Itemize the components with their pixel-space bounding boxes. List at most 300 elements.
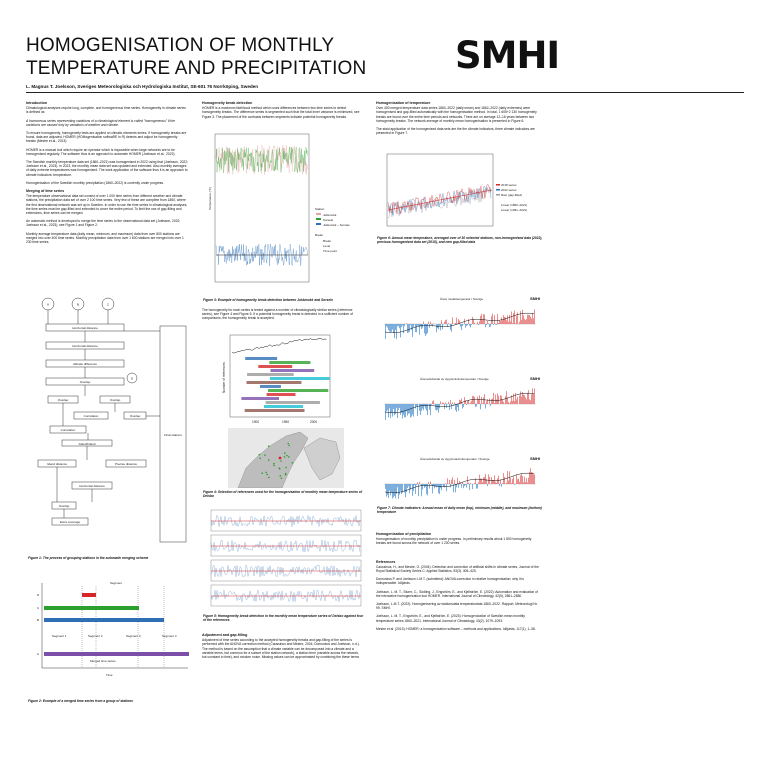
svg-text:Temperature (°C): Temperature (°C) (208, 186, 212, 210)
anomaly-bar (534, 388, 535, 404)
indicator-title: Årets medeltemperatur i Sverige (440, 297, 484, 301)
anomaly-bar (473, 319, 474, 324)
anomaly-bar (449, 324, 450, 325)
anomaly-bar (397, 324, 398, 326)
station-dot (259, 458, 261, 460)
adjust-paragraph: Adjustment of time series according to the accepted homogeneity breaks and gap-filling of the series is performed with the ANOVA correction method (Caussinus and Mestre, 2004; Domonkos and Joelsson, n.d.). The method is based on the assumption that a climate variable can be decomposed into a climate and a variable terms, but common for a subset of the station network), a station term (variable across the network, but constant in time), and random noise. Missing values can be approximated by combining the these terms (202, 638, 360, 660)
anomaly-bar (524, 477, 525, 484)
anomaly-bar (497, 314, 498, 324)
anomaly-bar (407, 324, 408, 333)
annual-mean-line (388, 187, 491, 218)
anomaly-bar (523, 482, 524, 484)
anomaly-bar (390, 324, 391, 332)
anomaly-bar (398, 324, 399, 326)
anomaly-bar (516, 316, 517, 324)
homtemp-heading: Homogenisation of temperature (376, 101, 431, 105)
svg-text:B: B (76, 302, 80, 307)
indicator-title: Årsmedelvärde av dygnsmaximitemperatur i Sverige (420, 457, 490, 461)
anomaly-bar (403, 404, 404, 415)
anomaly-bar (517, 397, 518, 404)
merge-heading: Merging of time series (26, 189, 65, 194)
anomaly-bar (531, 319, 532, 324)
detect-paragraph: The homogeneity for each series is tested against a number of climatologically similar series (reference series), see Figure 4 and Figure 5. If a potential homogeneity break is detected in a sufficient number of comparisons, the homogeneity break is accepted. (202, 308, 353, 321)
anomaly-bar (391, 484, 392, 492)
anomaly-bar (463, 484, 464, 488)
svg-text:Break: Break (315, 233, 323, 237)
anomaly-bar (440, 324, 441, 330)
svg-text:Horizontal distance: Horizontal distance (72, 326, 98, 330)
anomaly-bar (499, 484, 500, 486)
anomaly-bar (449, 404, 450, 410)
anomaly-bar (514, 401, 515, 404)
anomaly-bar (385, 324, 386, 339)
anomaly-bar (463, 404, 464, 407)
anomaly-bar (501, 484, 502, 487)
anomaly-bar (389, 404, 390, 408)
anomaly-bar (462, 404, 463, 408)
anomaly-bar (468, 483, 469, 484)
anomaly-bar (412, 484, 413, 496)
anomaly-bar (395, 484, 396, 498)
anomaly-bar (445, 320, 446, 324)
anomaly-bar (451, 324, 452, 332)
anomaly-bar (422, 324, 423, 328)
annual-mean-lines (388, 185, 492, 218)
anomaly-bar (524, 319, 525, 324)
anomaly-bar (455, 323, 456, 324)
svg-text:Segment 4: Segment 4 (162, 634, 177, 638)
anomaly-bar (527, 315, 528, 324)
reference-item: Domonkos P. and Joelsson L.M.T. (submitted): ANOVA correction in relative homogenisation: why it is indispensable. Idöjárás. (376, 577, 524, 586)
anomaly-bar (409, 324, 410, 332)
anomaly-bar (494, 315, 495, 324)
anomaly-bar (396, 404, 397, 408)
anomaly-bar (523, 315, 524, 324)
segment-bar (44, 618, 164, 622)
station-dot (273, 465, 275, 467)
station-dot (268, 477, 270, 479)
anomaly-bar (509, 403, 510, 404)
anomaly-bar (450, 484, 451, 487)
anomaly-bar (533, 474, 534, 484)
reference-item: Joelsson, L.M.T. (2022): Homogenisering av stationsdata temperaturdata 1860–2022. Rapport, Meteorologi Nr. 99. SMHI. (376, 602, 538, 611)
anomaly-bar (465, 484, 466, 485)
reference-item: Joelsson, L. M. T., Engström, E., and Kjellström, E. (2023): Homogenization of Swedish mean monthly temperature series 1860–2021. International Journal of Climatology, 43(2), 1079–1093. (376, 614, 525, 623)
anomaly-bar (504, 317, 505, 324)
anomaly-bar (530, 468, 531, 484)
svg-text:D: D (130, 376, 134, 381)
svg-text:Time point: Time point (323, 249, 337, 253)
station-dot (285, 467, 287, 469)
author-line: L. Magnus T. Joelsson, Sveriges Meteorologiska och Hydrologiska Institut, SE-601 76 Norrköping, Sweden (26, 84, 259, 89)
anomaly-bar (388, 484, 389, 498)
anomaly-bar (482, 319, 483, 324)
anomaly-bar (486, 324, 487, 325)
reference-bars (232, 338, 330, 412)
reference-bar (269, 361, 310, 364)
station-dot (287, 443, 289, 445)
anomaly-bar (472, 484, 473, 489)
anomaly-bar (412, 404, 413, 415)
figure-4-caption: Figure 4: Selection of references used for the homogenisation of monthly mean temperature series of Delsbo (203, 490, 363, 498)
anomaly-bar (461, 324, 462, 330)
anomaly-bar (433, 323, 434, 324)
smhi-logo: SMHI (455, 34, 560, 77)
anomaly-bar (439, 404, 440, 408)
station-dot (280, 475, 282, 477)
segment-bar (82, 593, 96, 597)
anomaly-bar (431, 324, 432, 325)
reference-count-line (232, 338, 326, 353)
anomaly-bar (485, 474, 486, 484)
svg-text:Altitude difference: Altitude difference (73, 362, 97, 366)
anomaly-bar (527, 482, 528, 484)
anomaly-bar (486, 401, 487, 404)
anomaly-bar (533, 394, 534, 404)
station-dot (261, 472, 263, 474)
anomaly-bar (461, 398, 462, 404)
anomaly-bar (519, 482, 520, 484)
anomaly-bar (392, 324, 393, 330)
reference-bar (264, 405, 303, 408)
anomaly-bar (489, 324, 490, 327)
anomaly-bar (493, 324, 494, 325)
station-dot (259, 454, 261, 456)
anomaly-bar (407, 484, 408, 488)
reference-bar (268, 389, 328, 392)
anomaly-bar (399, 484, 400, 495)
anomaly-bar (427, 484, 428, 495)
anomaly-bar (417, 404, 418, 416)
anomaly-bar (418, 484, 419, 496)
anomaly-bar (391, 324, 392, 332)
svg-text:Precise distance: Precise distance (114, 462, 138, 466)
anomaly-bar (422, 484, 423, 490)
anomaly-bar (457, 404, 458, 407)
anomaly-bar (428, 482, 429, 484)
anomaly-bar (472, 396, 473, 404)
station-dot (288, 456, 290, 458)
anomaly-bar (408, 324, 409, 333)
svg-text:Horizontal distance: Horizontal distance (72, 344, 98, 348)
figure-4-reference-bars (222, 333, 364, 425)
anomaly-bar (387, 404, 388, 410)
anomaly-bar (495, 324, 496, 325)
anomaly-bar (474, 483, 475, 484)
anomaly-bar (416, 324, 417, 332)
anomaly-bar (496, 483, 497, 484)
intro-paragraph: To ensure homogeneity, homogeneity tests are applied on climatic elements series. If homogeneity breaks are found, data are adjusted. HOMER (HOMogenisation softwaRE in R) detects and adjust for homogeneity breaks (Mestre et al., 2013). (26, 131, 187, 144)
anomaly-bar (495, 395, 496, 405)
anomaly-bar (397, 404, 398, 418)
station-dot (265, 472, 267, 474)
anomaly-bar (478, 399, 479, 404)
anomaly-bar (450, 324, 451, 330)
anomaly-bar (481, 397, 482, 404)
anomaly-bar (466, 484, 467, 488)
anomaly-bar (482, 482, 483, 484)
anomaly-bar (410, 324, 411, 325)
title-line-1: HOMOGENISATION OF MONTHLY (26, 35, 335, 56)
anomaly-bar (450, 400, 451, 404)
svg-text:Segment: Segment (110, 581, 123, 585)
anomaly-bar (438, 484, 439, 493)
anomaly-bar (471, 324, 472, 325)
anomaly-bar (444, 484, 445, 488)
anomaly-bar (491, 316, 492, 324)
anomaly-bar (404, 404, 405, 417)
annual-mean-line (388, 186, 491, 215)
anomaly-bar (386, 484, 387, 497)
anomaly-bar (515, 323, 516, 324)
svg-text:A: A (37, 652, 40, 656)
anomaly-bar (503, 402, 504, 404)
figure-6-caption: Figure 6: Annual mean temperature, averaged over of 30 selected stations, non-homogenised data (2022), previous homogenised data set (2018), and new gap-filled data (377, 236, 543, 244)
poster-title (26, 34, 416, 80)
anomaly-bar (492, 398, 493, 404)
svg-text:2022 series: 2022 series (501, 188, 517, 192)
anomaly-bar (520, 311, 521, 324)
anomaly-bar (482, 403, 483, 404)
detect-paragraph: HOMER is a maximum likelihood method which uses differences between two time series to detect homogeneity breaks. The difference series is segmented such that the total inner variance is minimized, see Figure 3. The placement of the contrasts between segments indicate potential homogeneity breaks. (202, 106, 360, 119)
anomaly-bar (475, 404, 476, 407)
anomaly-bar (483, 477, 484, 484)
anomaly-bar (495, 482, 496, 484)
reference-bar (258, 365, 292, 368)
homtemp-paragraph: The staid application of the homogenised data sets are the the climate indicators, three climate indicators are presented in Figure 7. (376, 127, 535, 136)
anomaly-bar (509, 315, 510, 324)
anomaly-bar (465, 324, 466, 328)
svg-text:Raw (gap-filled): Raw (gap-filled) (501, 193, 523, 197)
adjust-heading: Adjustment and gap-filling (202, 633, 248, 637)
anomaly-bar (500, 395, 501, 404)
anomaly-bar (392, 484, 393, 499)
anomaly-bar (439, 484, 440, 494)
anomaly-bar (388, 324, 389, 330)
anomaly-bar (522, 476, 523, 484)
anomaly-bar (424, 484, 425, 488)
anomaly-bar (428, 322, 429, 324)
anomaly-bar (444, 322, 445, 324)
anomaly-bar (458, 484, 459, 488)
station-dot (264, 454, 266, 456)
panel-frame (211, 510, 361, 531)
station-dot (284, 456, 286, 458)
anomaly-bar (419, 482, 420, 484)
anomaly-bar (442, 484, 443, 485)
anomaly-bar (507, 315, 508, 324)
anomaly-bar (400, 324, 401, 337)
anomaly-bar (427, 404, 428, 415)
station-dot (266, 474, 268, 476)
station-dot (284, 452, 286, 454)
anomaly-bar (465, 400, 466, 404)
anomaly-bar (446, 484, 447, 491)
anomaly-bar (491, 399, 492, 404)
anomaly-bar (417, 482, 418, 484)
anomaly-bar (435, 484, 436, 487)
anomaly-bar (398, 484, 399, 499)
anomaly-bar (406, 484, 407, 492)
svg-text:Overlap: Overlap (58, 504, 70, 508)
anomaly-bar (429, 404, 430, 410)
anomaly-bar (392, 404, 393, 417)
anomaly-bar (391, 404, 392, 413)
anomaly-bar (456, 404, 457, 412)
anomaly-bar (533, 318, 534, 324)
anomaly-bar (438, 404, 439, 413)
svg-text:Segment 1: Segment 1 (52, 634, 67, 638)
anomaly-bar (441, 320, 442, 324)
anomaly-bar (476, 484, 477, 489)
anomaly-bar (458, 404, 459, 411)
svg-text:Overlap: Overlap (129, 414, 141, 418)
column-3-part-2 (376, 532, 542, 635)
station-dot (268, 459, 270, 461)
anomaly-bar (514, 484, 515, 485)
anomaly-bar (484, 477, 485, 484)
station-dot (286, 455, 288, 457)
svg-text:Station: Station (315, 207, 325, 211)
reference-bar (241, 397, 279, 400)
panel-frame (211, 535, 361, 556)
svg-text:Island/inland: Island/inland (78, 442, 96, 446)
anomaly-bar (436, 324, 437, 332)
anomaly-bar (385, 484, 386, 489)
anomaly-bar (432, 324, 433, 327)
svg-text:Horizontal distance: Horizontal distance (79, 484, 105, 488)
anomaly-bar (393, 324, 394, 333)
anomaly-bar (476, 404, 477, 406)
anomaly-bar (415, 404, 416, 409)
detection-panels (211, 510, 361, 606)
anomaly-bar (483, 397, 484, 404)
anomaly-bar (498, 476, 499, 484)
reference-item: Mestre et al. (2013): HOMER: a homogenization software – methods and applications. Idöjárás, 117(1), 1–38. (376, 626, 536, 631)
station-dot (279, 468, 281, 470)
anomaly-bar (525, 482, 526, 484)
anomaly-bar (502, 483, 503, 484)
anomaly-bar (501, 317, 502, 324)
anomaly-bar (528, 390, 529, 404)
title-line-2: TEMPERATURE AND PRECIPITATION (26, 58, 367, 79)
target-station-dot (279, 457, 282, 460)
anomaly-bar (448, 402, 449, 404)
anomaly-bar (478, 482, 479, 484)
svg-text:Jokkmokk – Sorsele: Jokkmokk – Sorsele (323, 223, 350, 227)
anomaly-bar (523, 395, 524, 405)
anomaly-bar (441, 484, 442, 490)
anomaly-bar (488, 323, 489, 324)
anomaly-bar (485, 324, 486, 327)
anomaly-bar (408, 404, 409, 414)
figure-3-break-detection (203, 130, 363, 296)
anomaly-bar (479, 321, 480, 324)
anomaly-bar (525, 398, 526, 405)
anomaly-bar (506, 320, 507, 324)
svg-text:C: C (37, 606, 40, 610)
intro-paragraph: Climatological analyses require long, complete, and homogeneous time series. Homogeneity in climate series is defined as (26, 106, 186, 115)
svg-text:Time: Time (106, 673, 113, 677)
anomaly-bar (485, 404, 486, 408)
anomaly-bar (530, 400, 531, 404)
anomaly-bar (437, 404, 438, 410)
anomaly-bar (477, 484, 478, 489)
anomaly-bar (515, 484, 516, 485)
column-1 (26, 101, 188, 248)
figure-6-annual-mean (377, 152, 543, 232)
anomaly-bar (525, 320, 526, 324)
anomaly-bar (516, 474, 517, 484)
anomaly-bar (440, 484, 441, 488)
indicator-panels (384, 296, 540, 499)
anomaly-bar (532, 473, 533, 485)
reference-bar (247, 373, 294, 376)
anomaly-bar (462, 324, 463, 326)
anomaly-bar (419, 404, 420, 411)
anomaly-bar (526, 478, 527, 484)
figure-7-caption: Figure 7: Climate indicators: Annual mean of daily mean (top), minimum (middle), and maximum (bottom) temperature (377, 506, 542, 514)
anomaly-bar (420, 324, 421, 327)
anomaly-bar (399, 404, 400, 408)
intro-paragraph: The Swedish monthly temperature data set (1860–2021) was homogenised in 2022 using that (Joelsson, 2022; Joelsson et al., 2023). In 2023, the monthly mean data set was updated and extended. Also monthly averages of daily extreme temperatures was homogenised. The work application of the software thus it is an approach to climate indicators: temperature. (26, 160, 189, 177)
anomaly-bar (492, 314, 493, 324)
anomaly-bar (490, 324, 491, 327)
anomaly-bar (526, 319, 527, 324)
anomaly-bar (480, 316, 481, 324)
anomaly-bar (471, 401, 472, 404)
anomaly-bar (502, 400, 503, 404)
svg-text:1900: 1900 (252, 420, 260, 424)
anomaly-bar (526, 399, 527, 404)
refs-heading: References (376, 559, 396, 564)
anomaly-bar (395, 324, 396, 330)
column-2-part-3 (202, 633, 364, 663)
anomaly-bar (508, 402, 509, 404)
anomaly-bar (419, 324, 420, 335)
anomaly-bar (460, 400, 461, 404)
anomaly-bar (410, 404, 411, 418)
anomaly-bar (467, 401, 468, 404)
anomaly-bar (398, 404, 399, 410)
anomaly-bar (445, 483, 446, 484)
reference-bar (245, 409, 305, 412)
anomaly-bar (500, 480, 501, 484)
anomaly-bar (443, 324, 444, 325)
anomaly-bar (425, 404, 426, 409)
anomaly-bar (497, 393, 498, 404)
anomaly-bar (473, 396, 474, 404)
anomaly-bar (446, 404, 447, 408)
anomaly-bar (532, 313, 533, 324)
station-dot (285, 474, 287, 476)
anomaly-bar (455, 484, 456, 492)
station-dot (292, 462, 294, 464)
reference-item: Caussinus, H., and Mestre, O. (2004). Detection and correction of artificial shifts in climate series, Journal of the Royal Statistical Society Series C: Applied Statistics, 53(3), 405–425. (376, 564, 539, 574)
anomaly-bar (513, 313, 514, 324)
anomaly-bar (494, 403, 495, 404)
anomaly-bar (456, 318, 457, 325)
anomaly-bar (487, 484, 488, 486)
anomaly-bar (534, 310, 535, 325)
homprec-heading: Homogenisation of precipitation (376, 532, 432, 536)
anomaly-bar (512, 401, 513, 404)
intro-quote: A homoneous series representing variations of a climatological element is called "homogeneous" if the variations are caused only by variations of weather and climate. (26, 118, 176, 127)
anomaly-bar (426, 324, 427, 334)
svg-text:Island distance: Island distance (46, 462, 68, 466)
anomaly-bar (529, 472, 530, 484)
anomaly-bar (413, 404, 414, 417)
